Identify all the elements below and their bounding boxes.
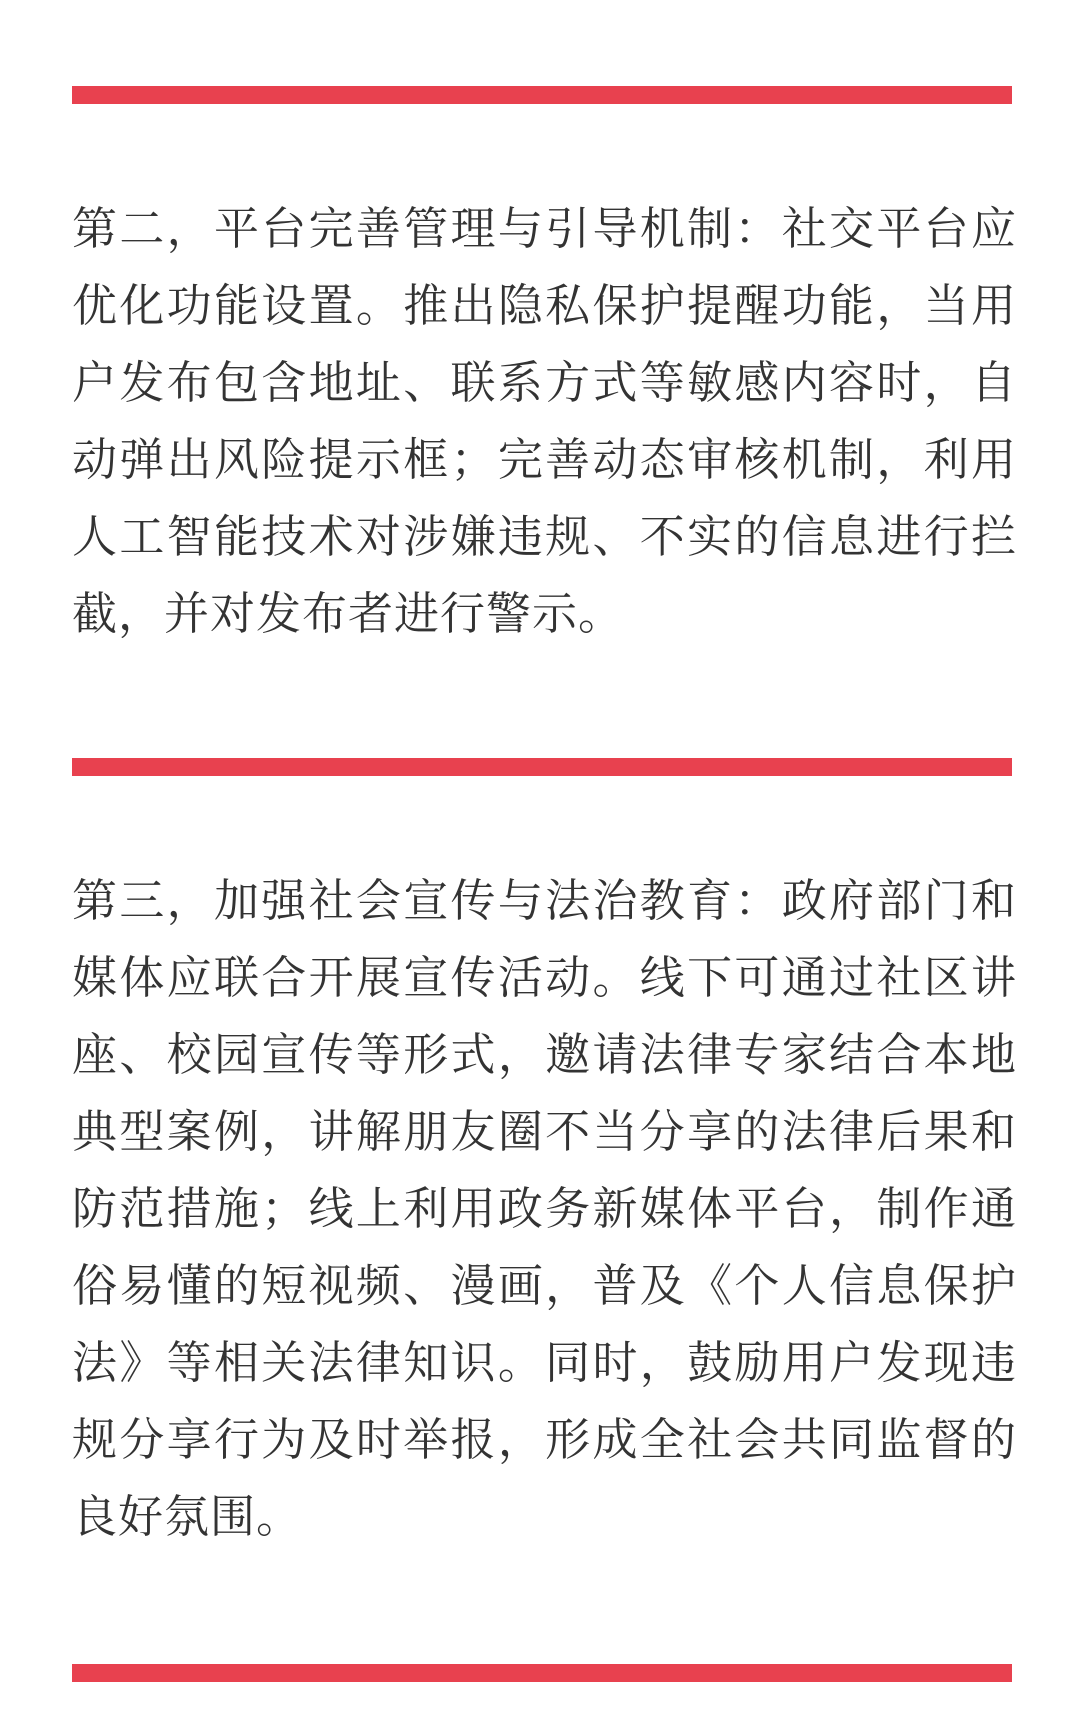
section-3-paragraph: 第三，加强社会宣传与法治教育：政府部门和媒体应联合开展宣传活动。线下可通过社区讲座、校园宣传等形式，邀请法律专家结合本地典型案例，讲解朋友圈不当分享的法律后果和防范措施；线上利用政务新媒体平台，制作通俗易懂的短视频、漫画，普及《个人信息保护法》等相关法律知识。同时，鼓励用户发现违规分享行为及时举报，形成全社会共同监督的良好氛围。	[72, 874, 1017, 1543]
red-divider-bottom	[72, 1664, 1012, 1682]
red-divider-middle	[72, 758, 1012, 776]
section-2-paragraph: 第二，平台完善管理与引导机制：社交平台应优化功能设置。推出隐私保护提醒功能，当用户发布包含地址、联系方式等敏感内容时，自动弹出风险提示框；完善动态审核机制，利用人工智能技术对涉嫌违规、不实的信息进行拦截，并对发布者进行警示。	[72, 202, 1017, 640]
red-divider-top	[72, 86, 1012, 104]
